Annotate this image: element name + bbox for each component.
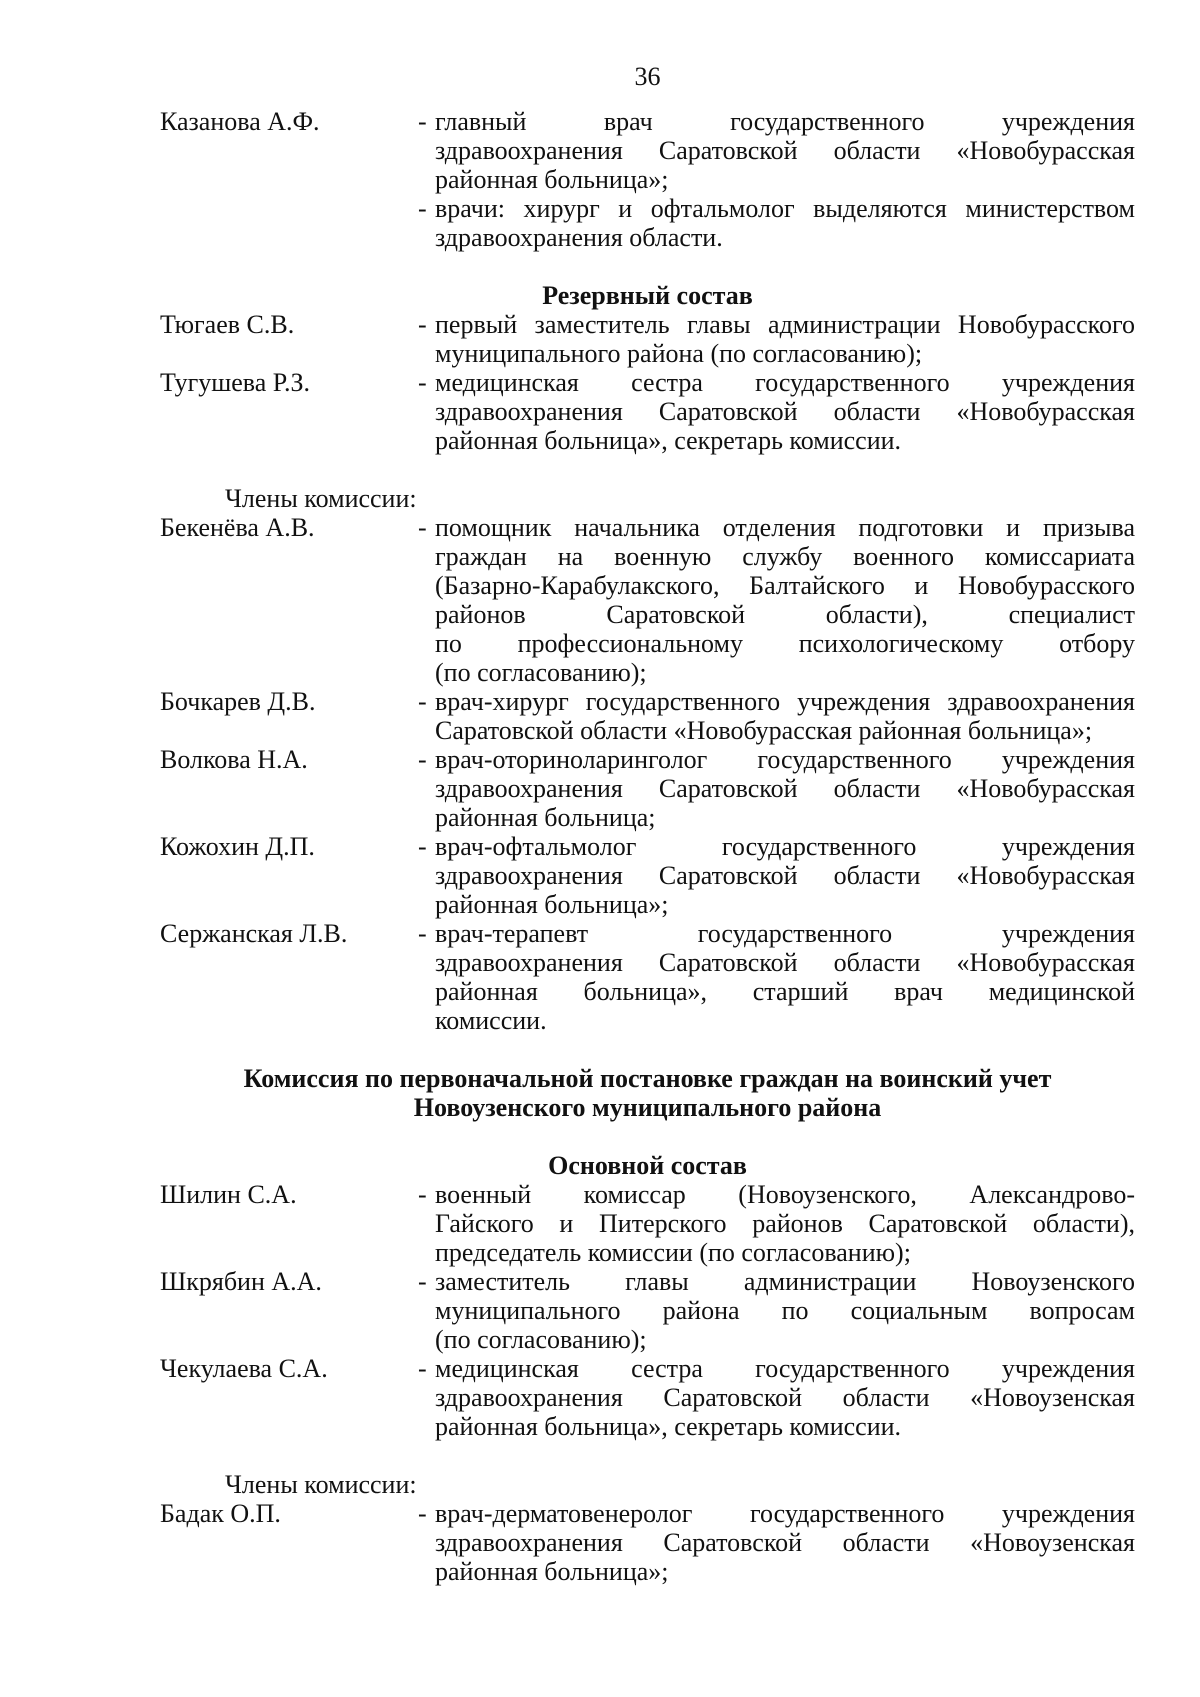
role-line: комиссии. [435,1006,547,1035]
member-row [160,687,1135,745]
member-name: Казанова А.Ф. [160,107,320,136]
member-name: Шилин С.А. [160,1180,297,1209]
role-line: председатель комиссии (по согласованию); [435,1238,911,1267]
dash-marker: - [418,745,427,774]
role-line: районная больница»; [435,1557,669,1586]
role-line: врач-оториноларинголог государственного учреждения [435,745,1135,774]
member-role [435,1354,1135,1441]
block1-list [160,107,1135,252]
role-line: врач-терапевт государственного учреждения [435,919,1135,948]
role-line: здравоохранения Саратовской области «Новобурасская [435,861,1135,890]
page-number: 36 [634,62,661,91]
reserve-title: Резервный состав [542,281,753,310]
role-line: помощник начальника отделения подготовки и призыва [435,513,1135,542]
member-row [160,1354,1135,1441]
member-role [435,107,1135,194]
role-line: (Базарно-Карабулакского, Балтайского и Новобурасского [435,571,1135,600]
member-row [160,194,1135,252]
role-line: районная больница»; [435,890,669,919]
member-role [435,745,1135,832]
role-line: муниципального района (по согласованию); [435,339,923,368]
role-line: здравоохранения Саратовской области «Новобурасская [435,136,1135,165]
member-name: Тюгаев С.В. [160,310,295,339]
role-line: заместитель главы администрации Новоузенского [435,1267,1135,1296]
member-name: Сержанская Л.В. [160,919,348,948]
member-role [435,1267,1135,1354]
member-row [160,107,1135,194]
dash-marker: - [418,687,427,716]
role-line: районов Саратовской области), специалист [435,600,1135,629]
main-title: Основной состав [548,1151,747,1180]
role-line: медицинская сестра государственного учреждения [435,1354,1135,1383]
main-members-list [160,1499,1135,1586]
member-row [160,310,1135,368]
dash-marker: - [418,194,427,223]
main-list [160,1180,1135,1441]
role-line: врач-хирург государственного учреждения здравоохранения [435,687,1135,716]
member-row [160,1267,1135,1354]
member-role [435,310,1135,368]
role-line: районная больница», секретарь комиссии. [435,1412,902,1441]
commission-title [160,1064,1135,1122]
dash-marker: - [418,513,427,542]
member-name: Бекенёва А.В. [160,513,315,542]
role-line: первый заместитель главы администрации Новобурасского [435,310,1135,339]
member-row [160,513,1135,687]
commission-title-line1: Комиссия по первоначальной постановке граждан на воинский учет [243,1064,1052,1093]
role-line: (по согласованию); [435,658,647,687]
member-name: Шкрябин А.А. [160,1267,322,1296]
role-line: здравоохранения Саратовской области «Новоузенская [435,1383,1135,1412]
member-row [160,919,1135,1035]
role-line: районная больница; [435,803,656,832]
member-role [435,1180,1135,1267]
member-role [435,687,1135,745]
dash-marker: - [418,1499,427,1528]
role-line: здравоохранения Саратовской области «Новобурасская [435,774,1135,803]
member-name: Тугушева Р.З. [160,368,311,397]
member-name: Бадак О.П. [160,1499,281,1528]
reserve-members-list [160,513,1135,1035]
role-line: здравоохранения Саратовской области «Новобурасская [435,948,1135,977]
member-role [435,832,1135,919]
dash-marker: - [418,1267,427,1296]
main-members-label: Члены комиссии: [225,1470,417,1499]
dash-marker: - [418,310,427,339]
dash-marker: - [418,1354,427,1383]
role-line: военный комиссар (Новоузенского, Александрово- [435,1180,1135,1209]
role-line: районная больница»; [435,165,669,194]
member-row [160,745,1135,832]
role-line: по профессиональному психологическому отбору [435,629,1135,658]
role-line: Саратовской области «Новобурасская районная больница»; [435,716,1093,745]
member-row [160,368,1135,455]
member-role [435,919,1135,1035]
member-role [435,368,1135,455]
role-line: главный врач государственного учреждения [435,107,1135,136]
role-line: районная больница», старший врач медицинской [435,977,1135,1006]
member-role [435,513,1135,687]
member-name: Кожохин Д.П. [160,832,315,861]
role-line: здравоохранения Саратовской области «Новоузенская [435,1528,1135,1557]
role-line: врач-офтальмолог государственного учреждения [435,832,1135,861]
reserve-list [160,310,1135,455]
member-name: Чекулаева С.А. [160,1354,328,1383]
role-line: Гайского и Питерского районов Саратовской области), [435,1209,1135,1238]
member-row [160,832,1135,919]
role-line: муниципального района по социальным вопросам [435,1296,1135,1325]
member-name: Волкова Н.А. [160,745,308,774]
role-line: врач-дерматовенеролог государственного учреждения [435,1499,1135,1528]
role-line: здравоохранения Саратовской области «Новобурасская [435,397,1135,426]
dash-marker: - [418,1180,427,1209]
document-page [160,62,1135,1586]
dash-marker: - [418,107,427,136]
role-line: районная больница», секретарь комиссии. [435,426,902,455]
role-line: (по согласованию); [435,1325,647,1354]
dash-marker: - [418,832,427,861]
member-role [435,194,1135,252]
role-line: врачи: хирург и офтальмолог выделяются министерством [435,194,1135,223]
role-line: медицинская сестра государственного учреждения [435,368,1135,397]
member-role [435,1499,1135,1586]
member-name: Бочкарев Д.В. [160,687,316,716]
reserve-members-label: Члены комиссии: [225,484,417,513]
dash-marker: - [418,368,427,397]
member-row [160,1180,1135,1267]
role-line: здравоохранения области. [435,223,723,252]
role-line: граждан на военную службу военного комиссариата [435,542,1135,571]
member-row [160,1499,1135,1586]
dash-marker: - [418,919,427,948]
commission-title-line2: Новоузенского муниципального района [413,1093,882,1122]
